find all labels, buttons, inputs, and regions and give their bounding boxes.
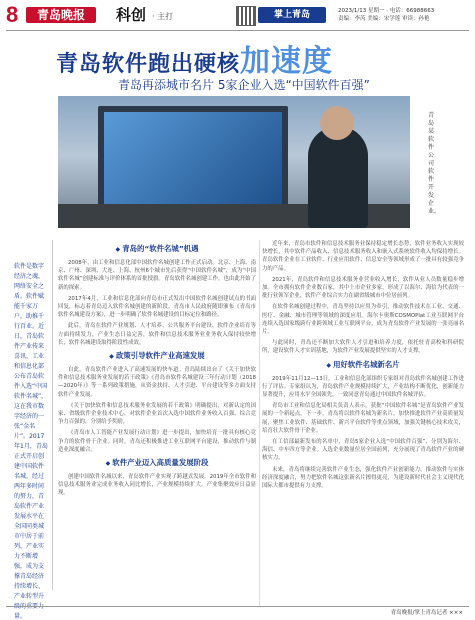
qr-code-icon[interactable]: [236, 6, 256, 26]
top-divider: [6, 30, 469, 31]
headline-main: 青岛软件跑出硬核: [56, 52, 241, 77]
paragraph: 《关于加快软件和信息技术服务业发展的若干政策》明确提出，对新认定的国家、省级软件企业技术中心，对软件企业首次入选中国软件业务收入百强、综合竞争力百强的，分别给予奖励。: [58, 402, 256, 426]
photo-caption: 青岛某软件公司软件开发企业。: [428, 112, 441, 215]
article-column-1: [58, 240, 256, 501]
paragraph: 此后，青岛在软件产业规划、人才培养、公共服务平台建设、软件企业培育等方面持续发力，产业生态日益完善，软件和信息技术服务业业务收入保持较快增长，软件名城建设取得阶段性成效。: [58, 323, 256, 346]
section-heading: ◆ 软件产业迈入高质量发展阶段: [58, 457, 256, 470]
paragraph: 在工信部最新发布的名单中，青岛5家企业入选“中国软件百强”，分别为海尔、海信、中车四方等企业。入选企业数量位居全国前列，充分展现了青岛软件产业的硬核实力。: [262, 439, 464, 462]
date-line: 2023/1/13 星期一 · 电话：66988663: [338, 8, 435, 14]
monitor-illustration: [98, 106, 288, 216]
paper-logo: 青岛晚报: [26, 7, 96, 23]
sidebar-divider: [52, 240, 53, 590]
paragraph: 在软件名城创建过程中，青岛坚持以应用为牵引，推动软件技术在工业、交通、医疗、金融、城市管理等领域的深度应用。海尔卡奥斯COSMOPlat工业互联网平台连续入选国家级跨行业跨领域工业互联网平台，成为青岛软件产业发展的一张亮丽名片。: [262, 304, 464, 336]
section-subtitle: · 主打: [152, 12, 174, 21]
paragraph: 自此，青岛软件产业进入了高速发展的快车道。青岛陆续出台了《关于加快软件和信息技术服务业发展的若干政策》《青岛市软件名城建设三年行动计划（2018—2020年）》等一系列政策措施，从资金扶持、人才引进、平台建设等多方面支持软件产业发展。: [58, 367, 256, 398]
paragraph: 未来，青岛将继续完善软件产业生态，强化软件产业创新能力，推动软件与实体经济深度融合，努力把软件名城这张新名片擦得更亮，为建设新时代社会主义现代化国际大都市提供有力支撑。: [262, 466, 464, 490]
paragraph: 2019年11月12—13日，工业和信息化部组织专家组对青岛软件名城创建工作进行了评估。专家组认为，青岛软件产业规模持续扩大，产业结构不断优化，创新能力显著提升，应用水平全国领先，一致同意青岛通过中国软件名城评估。: [262, 375, 464, 399]
paragraph: 《青岛市人工智能产业发展行动计划》进一步提出，加快培育一批具有核心竞争力的软件骨干企业。同时，青岛还积极推进工业互联网平台建设，推动软件与制造业深度融合。: [58, 430, 256, 453]
footer-credit: 青岛晚报/掌上青岛记者 ×××: [390, 610, 463, 616]
paragraph: 2021年，青岛软件和信息技术服务业营业收入增长，软件从业人员数量稳步增加。全市拥有软件企业数百家，其中上市企业多家，形成了以海尔、海信为代表的一批行业领军企业，软件产业综合实力在副省级城市中位居前列。: [262, 276, 464, 300]
person-illustration: [308, 126, 368, 228]
editor-line: 责编：李芮 美编：宋学莲 审读：孙艳: [338, 16, 430, 22]
pull-quote: 软件是数字经济之魂，网络安全之盾。软件赋能千家万户，助推千行百业。近日，青岛软件产业传来喜讯，工业和信息化部公布青岛软件入选“中国软件名城”，这在我市数字经济的一张“金名片”。2017年1月，青岛正式开启创建中国软件名城，经过两年多时间的努力，青岛软件产业发展水平在全国同类城市中居于前列，产业实力不断增强，成为支撑青岛经济持续增长、产业转型升 量。: [14, 263, 48, 620]
article-photo: [58, 96, 410, 228]
section-heading: ◆ 青岛的“软件名城”机遇: [58, 243, 256, 256]
headline-accent: 加速度: [240, 44, 334, 79]
paragraph: 2008年，由工业和信息化部中国软件名城创建工作正式启动。北京、上海、南京、广州、深圳、大连、上海、杭州6个城市先后获得“中国软件名城”，成为“中国软件名城”创建标准与评价体系的首批授旗。青岛软件名城创建工作，也由此开始了新的探索。: [58, 260, 256, 291]
section-heading: ◆ 用好软件名城新名片: [262, 359, 464, 372]
bottom-divider: [6, 606, 469, 607]
paragraph: 与此同时，青岛还不断加大软件人才引进和培养力度，依托驻青高校和科研院所，建设软件人才实训基地，为软件产业发展提供坚实的人才支撑。: [262, 340, 464, 355]
section-title: 科创: [116, 6, 147, 24]
page-number: 8: [6, 2, 19, 27]
paragraph: 近年来，青岛市软件和信息技术服务业保持稳定增长态势，软件业务收入实现较快增长，其中软件产品收入、信息技术服务收入和嵌入式系统软件收入均保持增长。青岛软件企业在工业软件、行业应用软件、信息安全等领域形成了一批具有较强竞争力的产品。: [262, 241, 464, 272]
section-heading: ◆ 政策引导软件产业高速发展: [58, 350, 256, 363]
paragraph: 2017年4月，工业和信息化部向青岛市正式发出中国软件名城创建试点的书面回复，标志着青岛迈入软件名城创建的新阶段。青岛市人民政府随即颁布《青岛市软件名城建设方案》，进一步明确了软件名城建设的目标定位和路径。: [58, 295, 256, 319]
paragraph: 青岛市工业和信息化局相关负责人表示，获批“中国软件名城”是青岛软件产业发展的一个新起点。下一步，青岛将以软件名城为新名片，加快推进软件产业高质量发展，聚焦工业软件、基础软件、新兴平台软件等重点领域，加强关键核心技术攻关，培育壮大软件骨干企业。: [262, 403, 464, 434]
paragraph: 创建中国软件名城以来，青岛软件产业实现了跨越式发展。2019年全市软件和信息技术服务业完成业务收入同比增长，产业规模持续扩大，产业集聚效应日益显现。: [58, 474, 256, 497]
masthead: [0, 0, 475, 30]
app-tag[interactable]: 掌上青岛: [258, 7, 326, 23]
headline: [56, 36, 334, 79]
subheadline: 青岛再添城市名片 5家企业入选“中国软件百强”: [118, 78, 370, 92]
article-column-2: [262, 240, 464, 493]
column-divider: [259, 240, 260, 606]
